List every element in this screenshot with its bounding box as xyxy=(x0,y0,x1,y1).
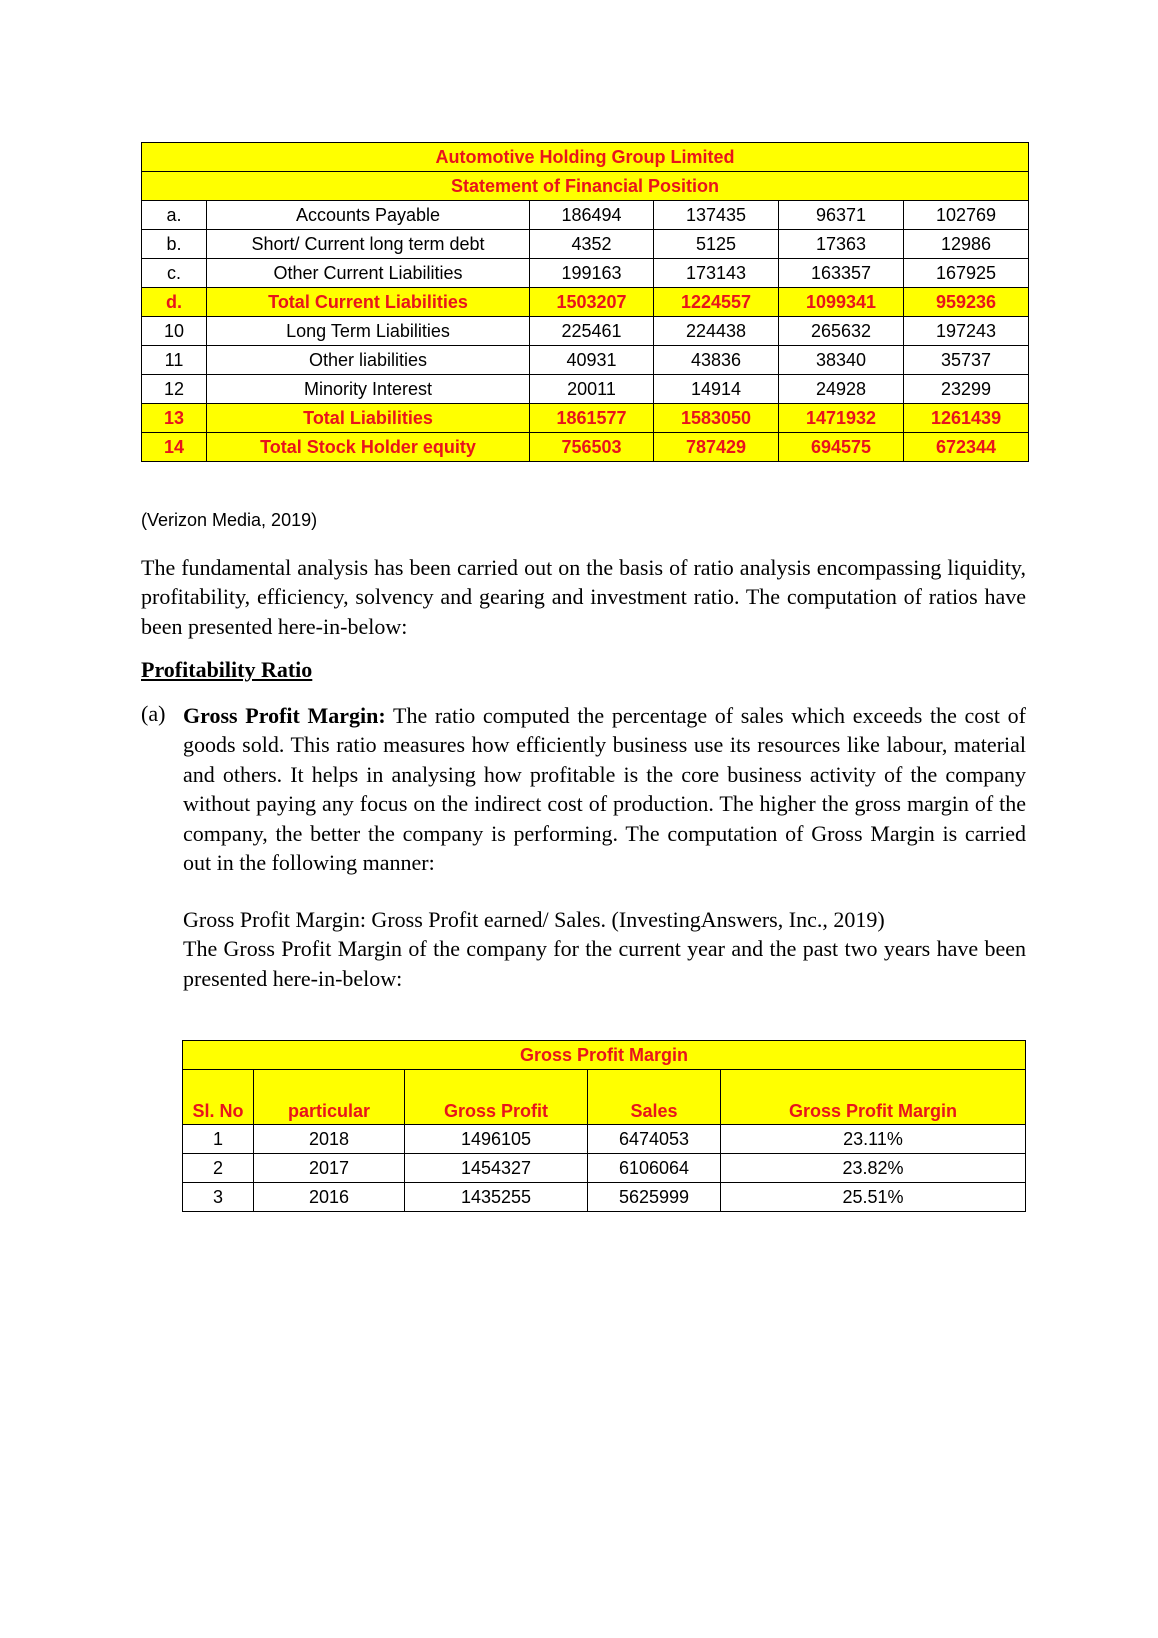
row-value: 225461 xyxy=(530,317,654,346)
table-row xyxy=(142,259,1029,288)
table-row xyxy=(142,346,1029,375)
row-value: 5125 xyxy=(654,230,779,259)
header-sl-no: Sl. No xyxy=(183,1070,254,1125)
row-number: 14 xyxy=(142,433,207,462)
source-citation: (Verizon Media, 2019) xyxy=(141,510,318,530)
row-value: 167925 xyxy=(904,259,1029,288)
row-number: 12 xyxy=(142,375,207,404)
table-subtitle-row xyxy=(142,172,1029,201)
item-text: The ratio computed the percentage of sales which exceeds the cost of goods sold. This ratio measures how efficiently business use its resources like labour, material and others. It helps in analysing how profitable is the core business activity of the company without paying any focus on the indirect cost of production. The higher the gross margin of the company, the better the company is performing. The computation of Gross Margin is carried out in the following manner: xyxy=(183,703,1026,876)
row-label: Total Liabilities xyxy=(207,404,530,433)
cell-margin: 25.51% xyxy=(721,1183,1026,1212)
table-row xyxy=(183,1125,1026,1154)
row-value: 1583050 xyxy=(654,404,779,433)
row-value: 4352 xyxy=(530,230,654,259)
cell-sl: 3 xyxy=(183,1183,254,1212)
table-row xyxy=(183,1183,1026,1212)
cell-margin: 23.82% xyxy=(721,1154,1026,1183)
row-label: Minority Interest xyxy=(207,375,530,404)
row-value: 14914 xyxy=(654,375,779,404)
row-value: 1503207 xyxy=(530,288,654,317)
cell-sales: 6106064 xyxy=(588,1154,721,1183)
row-value: 224438 xyxy=(654,317,779,346)
gpm-header-row xyxy=(183,1070,1026,1125)
cell-particular: 2017 xyxy=(254,1154,405,1183)
table-title: Automotive Holding Group Limited xyxy=(142,143,1029,172)
row-value: 672344 xyxy=(904,433,1029,462)
formula-block xyxy=(183,905,1026,993)
row-label: Total Stock Holder equity xyxy=(207,433,530,462)
row-label: Total Current Liabilities xyxy=(207,288,530,317)
header-gross-profit: Gross Profit xyxy=(405,1070,588,1125)
cell-particular: 2016 xyxy=(254,1183,405,1212)
row-value: 959236 xyxy=(904,288,1029,317)
list-item-body xyxy=(183,701,1026,877)
row-value: 24928 xyxy=(779,375,904,404)
row-value: 20011 xyxy=(530,375,654,404)
row-value: 35737 xyxy=(904,346,1029,375)
row-label: Other Current Liabilities xyxy=(207,259,530,288)
header-particular: particular xyxy=(254,1070,405,1125)
table-subtitle: Statement of Financial Position xyxy=(142,172,1029,201)
gpm-title: Gross Profit Margin xyxy=(183,1041,1026,1070)
cell-gross-profit: 1454327 xyxy=(405,1154,588,1183)
table-row xyxy=(183,1154,1026,1183)
row-value: 186494 xyxy=(530,201,654,230)
row-value: 1099341 xyxy=(779,288,904,317)
row-number: d. xyxy=(142,288,207,317)
table-row xyxy=(142,317,1029,346)
section-heading: Profitability Ratio xyxy=(141,657,313,682)
table-row-total xyxy=(142,288,1029,317)
row-value: 265632 xyxy=(779,317,904,346)
table-row xyxy=(142,375,1029,404)
row-value: 787429 xyxy=(654,433,779,462)
cell-particular: 2018 xyxy=(254,1125,405,1154)
row-label: Long Term Liabilities xyxy=(207,317,530,346)
row-value: 23299 xyxy=(904,375,1029,404)
cell-gross-profit: 1496105 xyxy=(405,1125,588,1154)
row-value: 1224557 xyxy=(654,288,779,317)
row-number: 11 xyxy=(142,346,207,375)
row-value: 38340 xyxy=(779,346,904,375)
row-value: 137435 xyxy=(654,201,779,230)
row-value: 756503 xyxy=(530,433,654,462)
row-number: 13 xyxy=(142,404,207,433)
table-row-total xyxy=(142,404,1029,433)
table-row xyxy=(142,201,1029,230)
formula-line: Gross Profit Margin: Gross Profit earned/ Sales. (InvestingAnswers, Inc., 2019) xyxy=(183,907,885,932)
row-value: 96371 xyxy=(779,201,904,230)
row-value: 694575 xyxy=(779,433,904,462)
header-sales: Sales xyxy=(588,1070,721,1125)
cell-sl: 1 xyxy=(183,1125,254,1154)
cell-sales: 6474053 xyxy=(588,1125,721,1154)
row-number: c. xyxy=(142,259,207,288)
row-value: 1471932 xyxy=(779,404,904,433)
row-value: 102769 xyxy=(904,201,1029,230)
financial-position-table xyxy=(141,142,1029,462)
row-value: 17363 xyxy=(779,230,904,259)
cell-gross-profit: 1435255 xyxy=(405,1183,588,1212)
formula-followup: The Gross Profit Margin of the company for the current year and the past two years have been presented here-in-below: xyxy=(183,936,1026,991)
item-title: Gross Profit Margin: xyxy=(183,703,386,728)
row-value: 199163 xyxy=(530,259,654,288)
row-value: 1261439 xyxy=(904,404,1029,433)
table-row-total xyxy=(142,433,1029,462)
row-label: Other liabilities xyxy=(207,346,530,375)
table-title-row xyxy=(142,143,1029,172)
row-value: 12986 xyxy=(904,230,1029,259)
intro-paragraph: The fundamental analysis has been carried out on the basis of ratio analysis encompassing liquidity, profitability, efficiency, solvency and gearing and investment ratio. The computation of ratios have been presented here-in-below: xyxy=(141,555,1026,639)
row-value: 43836 xyxy=(654,346,779,375)
gpm-title-row xyxy=(183,1041,1026,1070)
row-value: 40931 xyxy=(530,346,654,375)
row-value: 1861577 xyxy=(530,404,654,433)
row-number: a. xyxy=(142,201,207,230)
cell-sl: 2 xyxy=(183,1154,254,1183)
row-value: 173143 xyxy=(654,259,779,288)
row-label: Accounts Payable xyxy=(207,201,530,230)
header-gross-profit-margin: Gross Profit Margin xyxy=(721,1070,1026,1125)
row-number: b. xyxy=(142,230,207,259)
row-number: 10 xyxy=(142,317,207,346)
table-row xyxy=(142,230,1029,259)
cell-margin: 23.11% xyxy=(721,1125,1026,1154)
gross-profit-margin-table xyxy=(182,1040,1026,1212)
row-label: Short/ Current long term debt xyxy=(207,230,530,259)
cell-sales: 5625999 xyxy=(588,1183,721,1212)
row-value: 197243 xyxy=(904,317,1029,346)
row-value: 163357 xyxy=(779,259,904,288)
list-item-label: (a) xyxy=(141,701,166,726)
